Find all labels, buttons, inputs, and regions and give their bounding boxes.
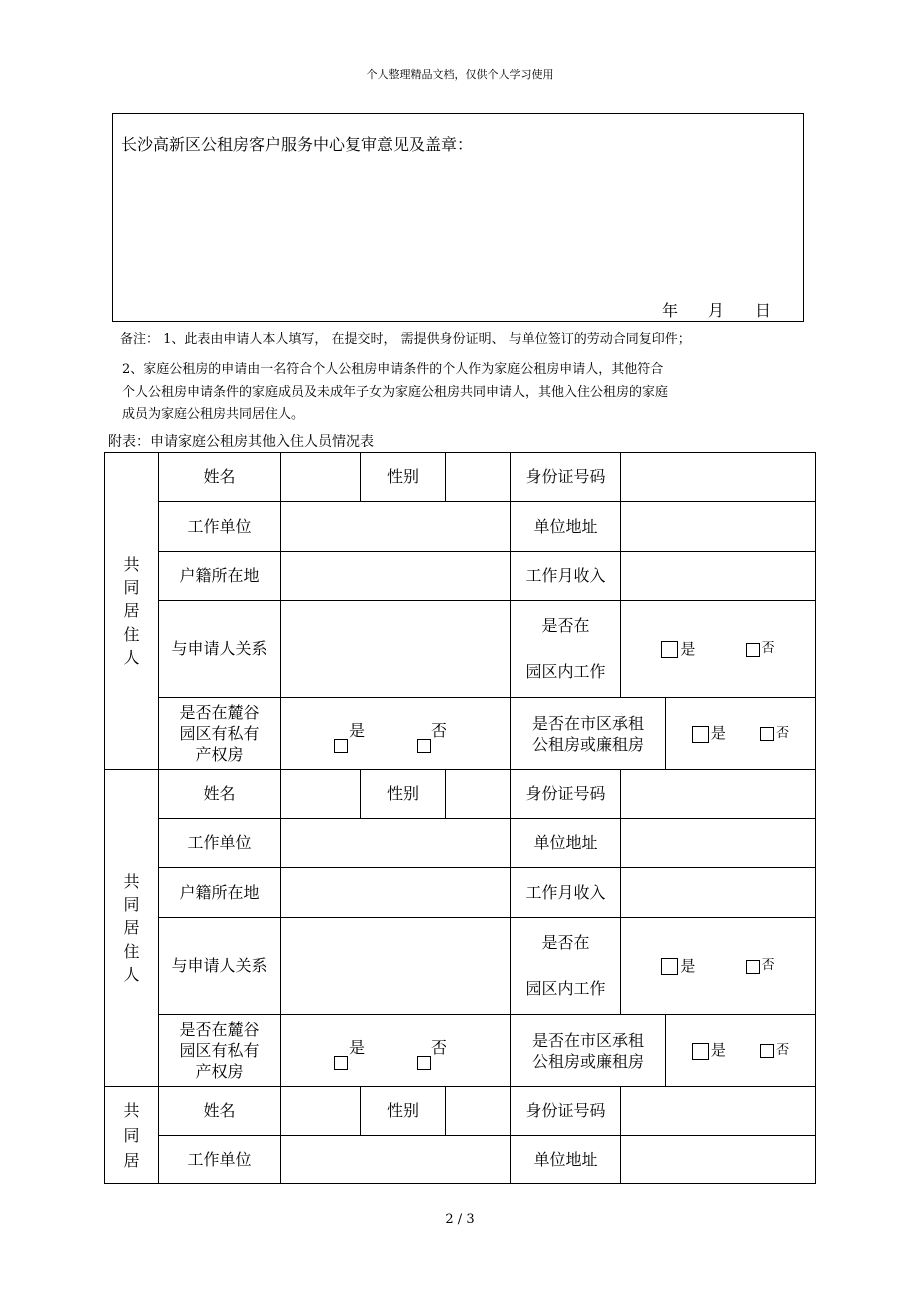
table-row xyxy=(105,1087,816,1136)
name-input[interactable] xyxy=(281,770,361,819)
note-line-3: 个人公租房申请条件的家庭成员及未成年子女为家庭公租房共同申请人，其他入住公租房的家庭 xyxy=(122,385,669,400)
monthly-income-label: 工作月收入 xyxy=(511,552,621,601)
month-label: 月 xyxy=(708,301,725,320)
unit-address-label: 单位地址 xyxy=(511,1136,621,1184)
page-number: 2 / 3 xyxy=(445,1212,475,1227)
in-park-label: 是否在 园区内工作 xyxy=(511,918,621,1015)
note-line-1: 备注： 1、此表由申请人本人填写， 在提交时， 需提供身份证明、 与单位签订的劳动合同复印件； xyxy=(120,332,691,347)
in-park-label: 是否在 园区内工作 xyxy=(511,601,621,698)
city-rent-yes-checkbox[interactable] xyxy=(692,1043,709,1060)
private-house-options: 是 否 xyxy=(281,1015,511,1087)
table-row xyxy=(105,819,816,868)
household-label: 户籍所在地 xyxy=(159,868,281,918)
gender-input[interactable] xyxy=(446,453,511,502)
relation-input[interactable] xyxy=(281,918,511,1015)
unit-address-input[interactable] xyxy=(621,1136,816,1184)
year-label: 年 xyxy=(662,301,679,320)
work-unit-input[interactable] xyxy=(281,502,511,552)
city-rent-options: 是 否 xyxy=(666,1015,816,1087)
table-row xyxy=(105,1136,816,1184)
gender-input[interactable] xyxy=(446,1087,511,1136)
review-title: 长沙高新区公租房客户服务中心复审意见及盖章： xyxy=(121,135,474,154)
name-input[interactable] xyxy=(281,1087,361,1136)
day-label: 日 xyxy=(755,301,772,320)
gender-label: 性别 xyxy=(361,453,446,502)
relation-label: 与申请人关系 xyxy=(159,601,281,698)
in-park-options: 是 否 xyxy=(621,601,816,698)
id-number-input[interactable] xyxy=(621,1087,816,1136)
name-label: 姓名 xyxy=(159,770,281,819)
gender-label: 性别 xyxy=(361,1087,446,1136)
unit-address-input[interactable] xyxy=(621,502,816,552)
private-house-no-checkbox[interactable] xyxy=(417,1056,431,1070)
unit-address-label: 单位地址 xyxy=(511,819,621,868)
table-row xyxy=(105,552,816,601)
table-row xyxy=(105,918,816,1015)
in-park-no-checkbox[interactable] xyxy=(746,643,760,657)
in-park-yes-checkbox[interactable] xyxy=(661,641,678,658)
work-unit-label: 工作单位 xyxy=(159,819,281,868)
city-rent-label: 是否在市区承租 公租房或廉租房 xyxy=(511,1015,666,1087)
table-row xyxy=(105,770,816,819)
residents-table xyxy=(104,452,816,1184)
private-house-options: 是 否 xyxy=(281,698,511,770)
id-number-input[interactable] xyxy=(621,453,816,502)
id-number-label: 身份证号码 xyxy=(511,453,621,502)
relation-input[interactable] xyxy=(281,601,511,698)
table-row xyxy=(105,698,816,770)
work-unit-input[interactable] xyxy=(281,1136,511,1184)
note-line-2: 2、家庭公租房的申请由一名符合个人公租房申请条件的个人作为家庭公租房申请人，其他符合 xyxy=(122,362,664,377)
city-rent-options: 是 否 xyxy=(666,698,816,770)
name-label: 姓名 xyxy=(159,1087,281,1136)
work-unit-label: 工作单位 xyxy=(159,1136,281,1184)
id-number-label: 身份证号码 xyxy=(511,770,621,819)
private-house-yes-checkbox[interactable] xyxy=(334,1056,348,1070)
monthly-income-input[interactable] xyxy=(621,552,816,601)
gender-label: 性别 xyxy=(361,770,446,819)
work-unit-input[interactable] xyxy=(281,819,511,868)
page-header: 个人整理精品文档，仅供个人学习使用 xyxy=(366,68,554,81)
city-rent-no-checkbox[interactable] xyxy=(760,727,774,741)
in-park-yes-checkbox[interactable] xyxy=(661,958,678,975)
private-house-no-checkbox[interactable] xyxy=(417,739,431,753)
table-row xyxy=(105,1015,816,1087)
household-input[interactable] xyxy=(281,552,511,601)
attachment-title: 附表：申请家庭公租房其他入住人员情况表 xyxy=(108,434,374,450)
name-input[interactable] xyxy=(281,453,361,502)
household-input[interactable] xyxy=(281,868,511,918)
table-row xyxy=(105,868,816,918)
private-house-label: 是否在麓谷 园区有私有 产权房 xyxy=(159,698,281,770)
in-park-options: 是 否 xyxy=(621,918,816,1015)
id-number-input[interactable] xyxy=(621,770,816,819)
unit-address-label: 单位地址 xyxy=(511,502,621,552)
household-label: 户籍所在地 xyxy=(159,552,281,601)
relation-label: 与申请人关系 xyxy=(159,918,281,1015)
unit-address-input[interactable] xyxy=(621,819,816,868)
monthly-income-label: 工作月收入 xyxy=(511,868,621,918)
work-unit-label: 工作单位 xyxy=(159,502,281,552)
private-house-label: 是否在麓谷 园区有私有 产权房 xyxy=(159,1015,281,1087)
table-row xyxy=(105,453,816,502)
gender-input[interactable] xyxy=(446,770,511,819)
name-label: 姓名 xyxy=(159,453,281,502)
city-rent-no-checkbox[interactable] xyxy=(760,1044,774,1058)
in-park-no-checkbox[interactable] xyxy=(746,960,760,974)
private-house-yes-checkbox[interactable] xyxy=(334,739,348,753)
table-row xyxy=(105,601,816,698)
note-line-4: 成员为家庭公租房共同居住人。 xyxy=(122,407,305,422)
id-number-label: 身份证号码 xyxy=(511,1087,621,1136)
review-box xyxy=(112,113,804,322)
table-row xyxy=(105,502,816,552)
side-label: 共 同 居 住 人 xyxy=(105,453,159,770)
side-label: 共 同 居 住 人 xyxy=(105,770,159,1087)
city-rent-label: 是否在市区承租 公租房或廉租房 xyxy=(511,698,666,770)
side-label: 共 同 居 xyxy=(105,1087,159,1184)
monthly-income-input[interactable] xyxy=(621,868,816,918)
city-rent-yes-checkbox[interactable] xyxy=(692,726,709,743)
